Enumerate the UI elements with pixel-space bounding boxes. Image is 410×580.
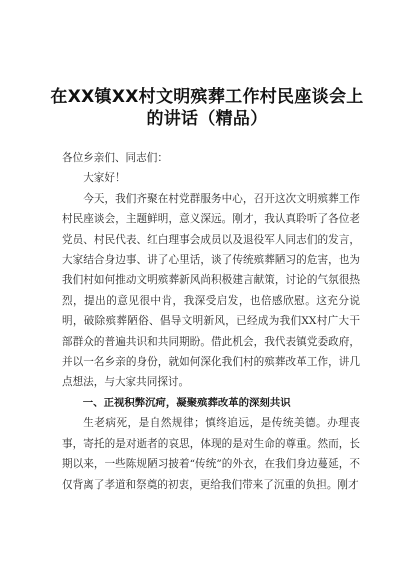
paragraph-opening: 今天，我们齐聚在村党群服务中心，召开这次文明殡葬工作村民座谈会，主题鲜明，意义深远。刚才，我认真聆听了各位老党员、村民代表、红白理事会成员以及退役军人同志们的发言，大家结合身边事、讲了心里话，谈了传统殡葬陋习的危害，也为我们村如何推动文明殡葬新风尚积极建言献策，讨论的气氛很热烈，提出的意见很中肯，我深受启发，也倍感欣慰。这充分说明，破除殡葬陋俗、倡导文明新风，已经成为我们XX村广大干部群众的普遍共识和共同期盼。借此机会，我代表镇党委政府，并以一名乡亲的身份，就如何深化我们村的殡葬改革工作，讲几点想法，与大家共同探讨。	[62, 192, 360, 389]
document-title: 在XX镇XX村文明殡葬工作村民座谈会上的讲话（精品）	[50, 87, 364, 129]
greeting: 大家好！	[83, 172, 126, 185]
paragraph-section-1: 生老病死，是自然规律；慎终追远，是传统美德。办理丧事，寄托的是对逝者的哀思，体现的是对生命的尊重。然而，长期以来，一些陈规陋习披着“传统”的外衣，在我们身边蔓延，不仅背离了孝道和祭奠的初衷，更给我们带来了沉重的负担。刚才	[62, 417, 360, 491]
salutation: 各位乡亲们、同志们：	[62, 152, 168, 164]
document-body	[62, 148, 360, 495]
section-heading-1: 一、正视积弊沉疴，凝聚殡葬改革的深刻共识	[82, 396, 291, 409]
